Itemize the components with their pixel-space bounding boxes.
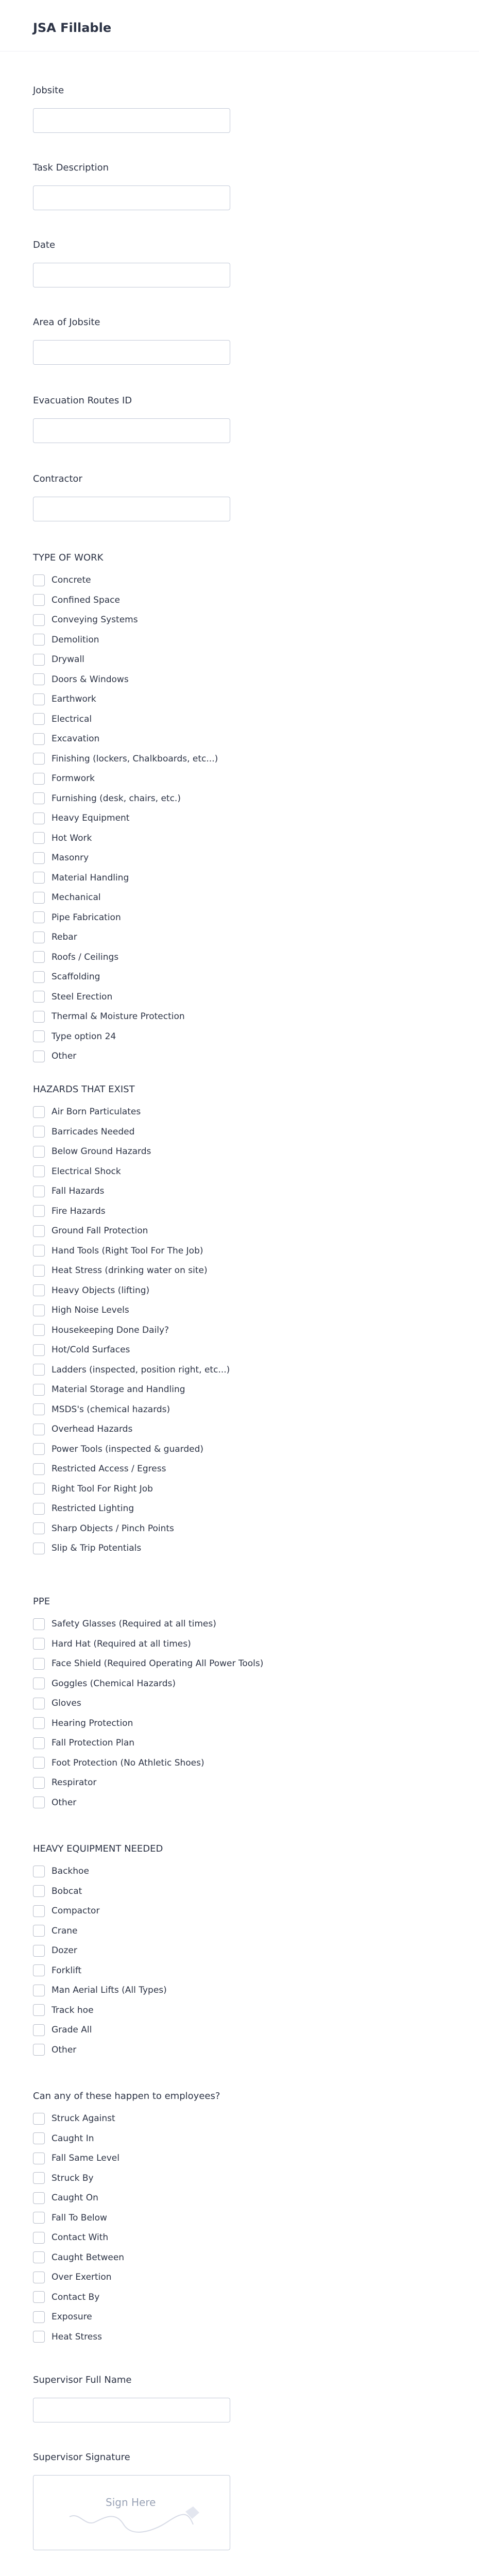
checkbox[interactable]	[33, 673, 45, 685]
ppe-options	[33, 1614, 263, 1812]
checkbox[interactable]	[33, 1905, 45, 1917]
signature-pad[interactable]	[33, 2475, 230, 2550]
checkbox[interactable]	[33, 753, 45, 765]
checkbox[interactable]	[33, 1717, 45, 1729]
checkbox-option[interactable]	[33, 670, 218, 690]
checkbox-label: Confined Space	[52, 595, 120, 605]
checkbox-label: Electrical	[52, 714, 92, 724]
supervisor-name-input[interactable]	[33, 2398, 230, 2422]
checkbox-option[interactable]	[33, 1901, 167, 1921]
checkbox-option[interactable]	[33, 1459, 230, 1479]
checkbox-option[interactable]	[33, 808, 218, 828]
checkbox-label: Drywall	[52, 654, 84, 665]
checkbox[interactable]	[33, 1050, 45, 1062]
checkbox[interactable]	[33, 1030, 45, 1042]
hazards-group	[0, 1084, 230, 1558]
checkbox-label: Rebar	[52, 932, 77, 943]
supervisor-signature-label: Supervisor Signature	[33, 2452, 130, 2463]
checkbox[interactable]	[33, 1925, 45, 1937]
checkbox-label: Demolition	[52, 634, 99, 645]
checkbox[interactable]	[33, 1483, 45, 1495]
employee-risks-options	[33, 2109, 220, 2347]
checkbox[interactable]	[33, 1284, 45, 1296]
checkbox-label: Ground Fall Protection	[52, 1226, 148, 1236]
checkbox-option[interactable]	[33, 2168, 220, 2189]
checkbox-option[interactable]	[33, 1300, 230, 1320]
checkbox-option[interactable]	[33, 570, 218, 590]
checkbox-label: Caught Between	[52, 2252, 125, 2263]
checkbox-label: Compactor	[52, 1906, 100, 1917]
checkbox[interactable]	[33, 1165, 45, 1177]
checkbox-option[interactable]	[33, 1419, 230, 1439]
checkbox[interactable]	[33, 951, 45, 963]
checkbox-label: Housekeeping Done Daily?	[52, 1325, 169, 1335]
checkbox-option[interactable]	[33, 1027, 218, 1047]
checkbox[interactable]	[33, 1777, 45, 1789]
checkbox[interactable]	[33, 1797, 45, 1808]
checkbox[interactable]	[33, 773, 45, 785]
checkbox-label: Other	[52, 1051, 77, 1062]
checkbox-label: Right Tool For Right Job	[52, 1483, 153, 1494]
checkbox-label: Mechanical	[52, 892, 101, 903]
checkbox[interactable]	[33, 733, 45, 745]
checkbox-label: Earthwork	[52, 694, 96, 705]
checkbox[interactable]	[33, 1126, 45, 1138]
checkbox[interactable]	[33, 1463, 45, 1475]
checkbox-option[interactable]	[33, 888, 218, 908]
jobsite-field-group	[0, 84, 230, 133]
checkbox-label: Track hoe	[52, 2005, 94, 2015]
checkbox-option[interactable]	[33, 1921, 167, 1941]
signature-scribble-icon	[33, 2476, 231, 2551]
checkbox-option[interactable]	[33, 2228, 220, 2248]
task-description-input[interactable]	[33, 185, 230, 210]
checkbox-option[interactable]	[33, 1261, 230, 1281]
checkbox[interactable]	[33, 931, 45, 943]
checkbox-option[interactable]	[33, 1162, 230, 1182]
checkbox-label: Man Aerial Lifts (All Types)	[52, 1985, 167, 1996]
checkbox[interactable]	[33, 1945, 45, 1957]
employee-risks-group	[0, 2091, 220, 2347]
checkbox-label: Bobcat	[52, 1886, 82, 1896]
checkbox[interactable]	[33, 911, 45, 923]
checkbox-option[interactable]	[33, 2109, 220, 2129]
task-description-label: Task Description	[33, 162, 109, 173]
ppe-title: PPE	[33, 1596, 50, 1607]
checkbox-label: Ladders (inspected, position right, etc...)	[52, 1364, 230, 1375]
checkbox-option[interactable]	[33, 2208, 220, 2228]
checkbox[interactable]	[33, 1106, 45, 1118]
checkbox-option[interactable]	[33, 1654, 263, 1674]
checkbox-option[interactable]	[33, 1479, 230, 1499]
checkbox-option[interactable]	[33, 789, 218, 809]
task-description-field-group	[0, 162, 230, 210]
contractor-field-group	[0, 473, 230, 521]
checkbox-option[interactable]	[33, 1201, 230, 1222]
checkbox-option[interactable]	[33, 2287, 220, 2308]
checkbox-label: Material Handling	[52, 872, 129, 883]
checkbox-option[interactable]	[33, 1320, 230, 1341]
checkbox[interactable]	[33, 892, 45, 904]
checkbox[interactable]	[33, 2192, 45, 2204]
checkbox-label: Face Shield (Required Operating All Power Tools)	[52, 1658, 264, 1669]
contractor-input[interactable]	[33, 497, 230, 521]
checkbox[interactable]	[33, 1543, 45, 1554]
checkbox[interactable]	[33, 1423, 45, 1435]
checkbox[interactable]	[33, 2311, 45, 2323]
checkbox-label: Goggles (Chemical Hazards)	[52, 1678, 176, 1689]
checkbox-label: Heavy Equipment	[52, 813, 130, 824]
checkbox-label: Contact By	[52, 2292, 100, 2302]
checkbox-option[interactable]	[33, 769, 218, 789]
checkbox[interactable]	[33, 2291, 45, 2303]
checkbox[interactable]	[33, 1146, 45, 1158]
checkbox-label: High Noise Levels	[52, 1305, 129, 1316]
form-title: JSA Fillable	[0, 0, 479, 52]
checkbox-label: Hard Hat (Required at all times)	[52, 1638, 191, 1649]
checkbox-option[interactable]	[33, 2129, 220, 2149]
checkbox[interactable]	[33, 792, 45, 804]
checkbox-label: Over Exertion	[52, 2272, 112, 2283]
jobsite-label: Jobsite	[33, 85, 64, 96]
checkbox-option[interactable]	[33, 1360, 230, 1380]
hazards-options	[33, 1102, 230, 1558]
checkbox-label: Fall Same Level	[52, 2153, 119, 2164]
checkbox-label: Overhead Hazards	[52, 1424, 133, 1435]
checkbox-option[interactable]	[33, 2188, 220, 2208]
checkbox-option[interactable]	[33, 947, 218, 968]
checkbox-option[interactable]	[33, 1861, 167, 1882]
checkbox-option[interactable]	[33, 1773, 263, 1793]
checkbox[interactable]	[33, 1698, 45, 1709]
checkbox[interactable]	[33, 2172, 45, 2184]
checkbox[interactable]	[33, 1964, 45, 1976]
checkbox[interactable]	[33, 2004, 45, 2016]
checkbox-label: Fall To Below	[52, 2212, 107, 2223]
checkbox-label: Contact With	[52, 2232, 109, 2243]
checkbox[interactable]	[33, 1344, 45, 1356]
checkbox-label: Foot Protection (No Athletic Shoes)	[52, 1757, 204, 1768]
checkbox-label: Hot/Cold Surfaces	[52, 1345, 130, 1355]
checkbox-option[interactable]	[33, 2248, 220, 2268]
checkbox-option[interactable]	[33, 610, 218, 630]
checkbox-label: Backhoe	[52, 1866, 89, 1877]
checkbox[interactable]	[33, 1324, 45, 1336]
checkbox-label: Scaffolding	[52, 972, 100, 982]
checkbox[interactable]	[33, 1885, 45, 1897]
heavy-equipment-title: HEAVY EQUIPMENT NEEDED	[33, 1843, 163, 1854]
checkbox-label: Formwork	[52, 773, 95, 784]
checkbox-option[interactable]	[33, 2307, 220, 2327]
checkbox-option[interactable]	[33, 868, 218, 888]
checkbox-option[interactable]	[33, 967, 218, 987]
checkbox[interactable]	[33, 1658, 45, 1670]
checkbox[interactable]	[33, 2251, 45, 2263]
checkbox-option[interactable]	[33, 1634, 263, 1654]
checkbox-option[interactable]	[33, 2267, 220, 2287]
checkbox-option[interactable]	[33, 1882, 167, 1902]
checkbox-option[interactable]	[33, 1499, 230, 1519]
checkbox[interactable]	[33, 713, 45, 725]
contractor-label: Contractor	[33, 473, 82, 484]
checkbox-option[interactable]	[33, 1614, 263, 1634]
area-of-jobsite-field-group	[0, 316, 230, 365]
employee-risks-title: Can any of these happen to employees?	[33, 2091, 220, 2102]
checkbox-option[interactable]	[33, 1102, 230, 1122]
checkbox-label: Thermal & Moisture Protection	[52, 1011, 185, 1022]
checkbox-label: Fall Protection Plan	[52, 1738, 135, 1749]
date-label: Date	[33, 240, 56, 250]
checkbox-option[interactable]	[33, 749, 218, 769]
checkbox-label: Power Tools (inspected & guarded)	[52, 1444, 203, 1454]
checkbox-label: Electrical Shock	[52, 1166, 121, 1177]
checkbox-option[interactable]	[33, 1538, 230, 1558]
checkbox-label: Caught In	[52, 2133, 94, 2144]
checkbox-label: Other	[52, 2044, 77, 2055]
type-of-work-group	[0, 552, 218, 1066]
checkbox-option[interactable]	[33, 650, 218, 670]
checkbox-option[interactable]	[33, 1181, 230, 1201]
checkbox-option[interactable]	[33, 828, 218, 849]
jobsite-input[interactable]	[33, 108, 230, 133]
evacuation-routes-field-group	[0, 395, 230, 443]
checkbox-label: Struck Against	[52, 2113, 115, 2124]
checkbox-label: Slip & Trip Potentials	[52, 1543, 142, 1554]
checkbox-label: Conveying Systems	[52, 615, 138, 625]
checkbox-option[interactable]	[33, 848, 218, 868]
checkbox-label: Safety Glasses (Required at all times)	[52, 1619, 216, 1630]
checkbox-option[interactable]	[33, 908, 218, 928]
checkbox[interactable]	[33, 1522, 45, 1534]
area-of-jobsite-input[interactable]	[33, 340, 230, 365]
checkbox[interactable]	[33, 872, 45, 884]
heavy-equipment-options	[33, 1861, 167, 2060]
checkbox-option[interactable]	[33, 1674, 263, 1694]
checkbox-label: Concrete	[52, 575, 91, 586]
checkbox[interactable]	[33, 2113, 45, 2125]
checkbox-label: Type option 24	[52, 1031, 116, 1042]
checkbox-option[interactable]	[33, 1714, 263, 1734]
checkbox-option[interactable]	[33, 1753, 263, 1773]
checkbox-option[interactable]	[33, 1439, 230, 1460]
hazards-title: HAZARDS THAT EXIST	[33, 1084, 135, 1095]
checkbox-label: Heat Stress (drinking water on site)	[52, 1265, 208, 1276]
checkbox-label: Struck By	[52, 2173, 94, 2183]
checkbox-option[interactable]	[33, 987, 218, 1007]
checkbox[interactable]	[33, 971, 45, 983]
checkbox-label: Hot Work	[52, 833, 92, 843]
checkbox-option[interactable]	[33, 1793, 263, 1813]
checkbox[interactable]	[33, 812, 45, 824]
checkbox[interactable]	[33, 1503, 45, 1515]
type-of-work-title: TYPE OF WORK	[33, 552, 104, 563]
checkbox-label: Gloves	[52, 1698, 81, 1709]
type-of-work-options	[33, 570, 218, 1066]
checkbox-option[interactable]	[33, 1519, 230, 1539]
checkbox[interactable]	[33, 1205, 45, 1217]
heavy-equipment-group	[0, 1843, 167, 2060]
checkbox[interactable]	[33, 693, 45, 705]
checkbox-option[interactable]	[33, 1733, 263, 1753]
checkbox-option[interactable]	[33, 1007, 218, 1027]
checkbox[interactable]	[33, 1384, 45, 1396]
supervisor-signature-group	[0, 2451, 230, 2550]
checkbox-label: Hearing Protection	[52, 1718, 133, 1728]
checkbox[interactable]	[33, 1985, 45, 1996]
checkbox-option[interactable]	[33, 1142, 230, 1162]
checkbox[interactable]	[33, 1225, 45, 1237]
checkbox-option[interactable]	[33, 1400, 230, 1420]
checkbox-option[interactable]	[33, 1961, 167, 1981]
checkbox[interactable]	[33, 1677, 45, 1689]
checkbox-label: Doors & Windows	[52, 674, 129, 685]
evacuation-routes-label: Evacuation Routes ID	[33, 395, 132, 406]
checkbox-label: Restricted Lighting	[52, 1503, 134, 1514]
checkbox-label: Caught On	[52, 2193, 98, 2204]
checkbox-label: Dozer	[52, 1945, 77, 1956]
evacuation-routes-input[interactable]	[33, 418, 230, 443]
checkbox-label: Fire Hazards	[52, 1206, 106, 1216]
checkbox[interactable]	[33, 2132, 45, 2144]
checkbox-option[interactable]	[33, 1693, 263, 1714]
checkbox[interactable]	[33, 2044, 45, 2056]
checkbox-option[interactable]	[33, 1122, 230, 1142]
checkbox[interactable]	[33, 654, 45, 666]
checkbox-label: Masonry	[52, 853, 89, 863]
checkbox[interactable]	[33, 1757, 45, 1769]
checkbox-option[interactable]	[33, 2327, 220, 2347]
checkbox-option[interactable]	[33, 689, 218, 709]
checkbox[interactable]	[33, 1618, 45, 1630]
checkbox[interactable]	[33, 2153, 45, 2164]
checkbox[interactable]	[33, 2232, 45, 2244]
checkbox-option[interactable]	[33, 1941, 167, 1961]
checkbox[interactable]	[33, 1866, 45, 1877]
checkbox-label: Steel Erection	[52, 991, 113, 1002]
checkbox-option[interactable]	[33, 709, 218, 730]
supervisor-name-label: Supervisor Full Name	[33, 2375, 132, 2385]
supervisor-name-field-group	[0, 2374, 230, 2422]
checkbox-label: Other	[52, 1797, 77, 1808]
checkbox-option[interactable]	[33, 630, 218, 650]
checkbox[interactable]	[33, 634, 45, 646]
checkbox-label: Roofs / Ceilings	[52, 952, 119, 962]
checkbox-label: Finishing (lockers, Chalkboards, etc...)	[52, 753, 218, 764]
date-input[interactable]	[33, 263, 230, 287]
checkbox-label: Fall Hazards	[52, 1186, 105, 1197]
checkbox-option[interactable]	[33, 2001, 167, 2021]
checkbox[interactable]	[33, 1245, 45, 1257]
checkbox-label: Heavy Objects (lifting)	[52, 1285, 150, 1296]
area-of-jobsite-label: Area of Jobsite	[33, 317, 100, 328]
checkbox[interactable]	[33, 2331, 45, 2343]
checkbox-option[interactable]	[33, 1281, 230, 1301]
checkbox[interactable]	[33, 1443, 45, 1455]
checkbox-label: Air Born Particulates	[52, 1107, 141, 1117]
checkbox-option[interactable]	[33, 2040, 167, 2060]
checkbox[interactable]	[33, 574, 45, 586]
checkbox-option[interactable]	[33, 1221, 230, 1241]
checkbox[interactable]	[33, 1403, 45, 1415]
checkbox-option[interactable]	[33, 1980, 167, 2001]
checkbox-label: Pipe Fabrication	[52, 912, 121, 923]
checkbox-label: Restricted Access / Egress	[52, 1464, 166, 1475]
checkbox-label: Forklift	[52, 1965, 82, 1976]
date-field-group	[0, 239, 230, 287]
checkbox[interactable]	[33, 2272, 45, 2283]
checkbox[interactable]	[33, 991, 45, 1003]
checkbox[interactable]	[33, 1011, 45, 1023]
checkbox-label: Heat Stress	[52, 2331, 102, 2342]
checkbox[interactable]	[33, 1364, 45, 1376]
checkbox[interactable]	[33, 1737, 45, 1749]
checkbox[interactable]	[33, 1304, 45, 1316]
checkbox-label: Furnishing (desk, chairs, etc.)	[52, 793, 181, 804]
checkbox-option[interactable]	[33, 729, 218, 749]
checkbox-option[interactable]	[33, 1380, 230, 1400]
checkbox[interactable]	[33, 832, 45, 844]
checkbox-label: Exposure	[52, 2312, 92, 2323]
checkbox[interactable]	[33, 1265, 45, 1277]
checkbox-option[interactable]	[33, 1046, 218, 1066]
checkbox-option[interactable]	[33, 590, 218, 611]
checkbox[interactable]	[33, 1185, 45, 1197]
checkbox-label: Respirator	[52, 1777, 97, 1788]
checkbox-label: Sharp Objects / Pinch Points	[52, 1523, 174, 1534]
checkbox-label: Grade All	[52, 2025, 92, 2036]
checkbox-option[interactable]	[33, 2148, 220, 2168]
sign-here-hint: Sign Here	[106, 2496, 156, 2509]
checkbox[interactable]	[33, 594, 45, 606]
checkbox[interactable]	[33, 1638, 45, 1650]
checkbox-label: MSDS's (chemical hazards)	[52, 1404, 170, 1415]
checkbox[interactable]	[33, 852, 45, 864]
checkbox-label: Barricades Needed	[52, 1126, 135, 1137]
checkbox-label: Hand Tools (Right Tool For The Job)	[52, 1245, 203, 1256]
checkbox-option[interactable]	[33, 2020, 167, 2040]
checkbox-label: Excavation	[52, 734, 100, 744]
checkbox[interactable]	[33, 614, 45, 626]
checkbox-option[interactable]	[33, 1241, 230, 1261]
checkbox[interactable]	[33, 2212, 45, 2224]
checkbox-label: Crane	[52, 1925, 78, 1936]
checkbox-option[interactable]	[33, 1340, 230, 1360]
checkbox-label: Below Ground Hazards	[52, 1146, 151, 1157]
ppe-group	[0, 1596, 263, 1812]
checkbox[interactable]	[33, 2024, 45, 2036]
checkbox-label: Material Storage and Handling	[52, 1384, 185, 1395]
checkbox-option[interactable]	[33, 927, 218, 947]
